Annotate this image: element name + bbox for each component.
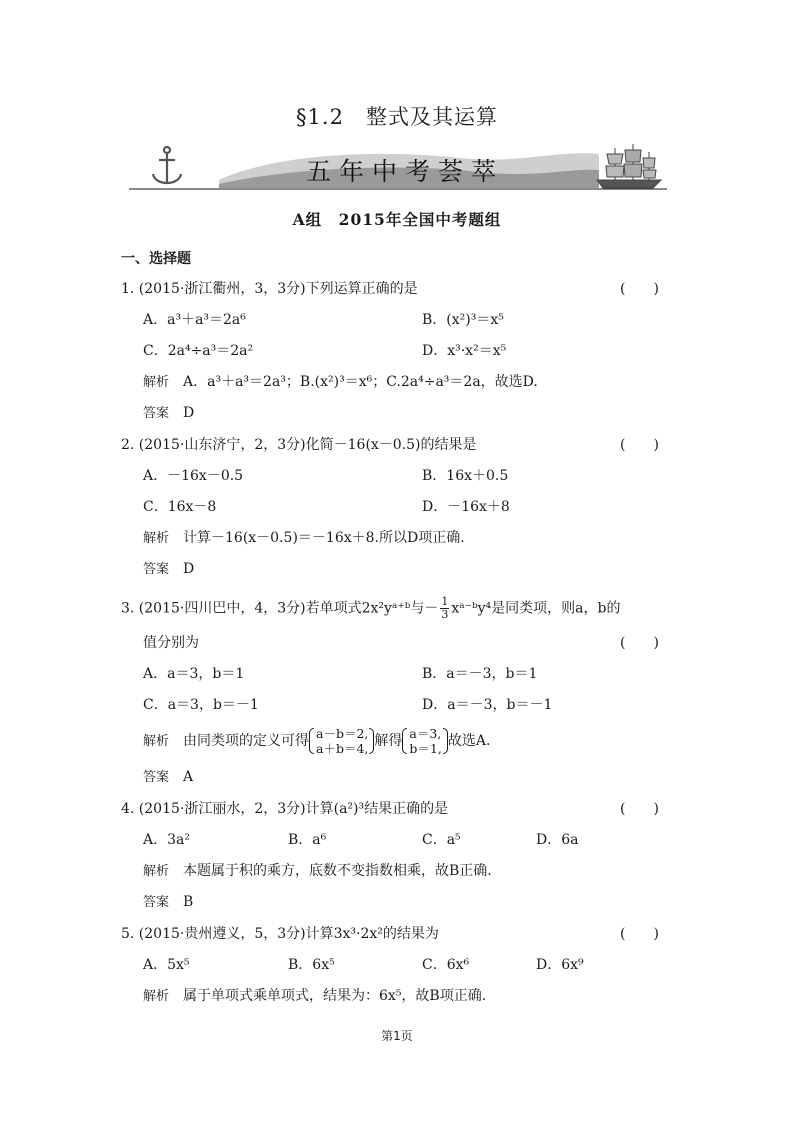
q4-option-b: B．a⁶ xyxy=(288,832,327,848)
q2-analysis-text: 计算－16(x－0.5)＝－16x＋8.所以D项正确. xyxy=(183,530,465,546)
q3-fraction-denominator: 3 xyxy=(441,608,449,621)
analysis-label: 解析 xyxy=(143,864,170,879)
q1-option-a: A．a³＋a³＝2a⁶ xyxy=(143,312,246,328)
q3-stem-line2: 值分别为 xyxy=(143,635,199,651)
q4-option-d: D．6a xyxy=(536,832,579,848)
q5-stem: 5. (2015·贵州遵义，5，3分)计算3x³·2x²的结果为 xyxy=(121,926,439,942)
q3-option-a: A．a＝3，b＝1 xyxy=(143,666,245,682)
q1-analysis-text: A．a³＋a³＝2a³；B.(x²)³＝x⁶；C.2a⁴÷a³＝2a，故选D. xyxy=(183,374,538,390)
q3-answer xyxy=(143,767,193,788)
q2-option-d: D．－16x＋8 xyxy=(422,499,510,515)
q1-option-b: B．(x²)³＝x⁵ xyxy=(422,312,504,328)
q3-solution-1: a＝3, xyxy=(409,726,442,741)
q1-stem: 1. (2015·浙江衢州，3，3分)下列运算正确的是 xyxy=(121,281,418,297)
q2-option-b: B．16x＋0.5 xyxy=(422,468,509,484)
header-banner xyxy=(129,144,667,192)
q3-equation-2: a＋b＝4, xyxy=(316,741,369,756)
section-heading: 一、选择题 xyxy=(121,251,191,267)
q5-analysis-text: 属于单项式乘单项式，结果为：6x⁵，故B项正确. xyxy=(183,988,487,1004)
answer-label: 答案 xyxy=(143,406,170,421)
q4-answer-value: B xyxy=(183,894,194,910)
q3-analysis-text2: 解得 xyxy=(374,733,403,749)
page-title: §1.2 整式及其运算 xyxy=(296,105,498,129)
q3-equation-system xyxy=(309,726,374,756)
q4-answer xyxy=(143,892,193,913)
q2-analysis xyxy=(143,528,465,549)
q4-analysis-text: 本题属于积的乘方，底数不变指数相乘，故B正确. xyxy=(183,863,492,879)
q3-stem-part2: xᵃ⁻ᵇy⁴是同类项，则a，b的 xyxy=(451,600,621,617)
q2-option-c: C．16x－8 xyxy=(143,499,217,515)
q1-option-d: D．x³·x²＝x⁵ xyxy=(422,343,507,359)
q1-option-c: C．2a⁴÷a³＝2a² xyxy=(143,343,254,359)
q3-solution-system xyxy=(402,726,447,756)
q4-stem: 4. (2015·浙江丽水，2，3分)计算(a²)³结果正确的是 xyxy=(121,801,449,817)
q5-analysis xyxy=(143,986,486,1007)
q2-option-a: A．－16x－0.5 xyxy=(143,468,244,484)
q4-option-a: A．3a² xyxy=(143,832,190,848)
analysis-label: 解析 xyxy=(143,989,170,1004)
q5-answer-bracket: ( ) xyxy=(620,926,659,942)
q5-option-a: A．5x⁵ xyxy=(143,957,190,973)
q5-option-b: B．6x⁵ xyxy=(288,957,335,973)
answer-label: 答案 xyxy=(143,895,170,910)
q3-analysis-text3: 故选A. xyxy=(447,733,491,749)
q3-option-d: D．a＝－3，b＝－1 xyxy=(422,697,553,713)
banner-title: 五年中考荟萃 xyxy=(305,157,504,186)
q3-solution-2: b＝1, xyxy=(409,741,442,756)
q3-stem xyxy=(121,596,620,621)
answer-label: 答案 xyxy=(143,562,170,577)
q4-analysis xyxy=(143,861,492,882)
q3-fraction-numerator: 1 xyxy=(441,595,449,608)
q3-fraction xyxy=(440,596,449,621)
q3-option-c: C．a＝3，b＝－1 xyxy=(143,697,259,713)
q3-option-b: B．a＝－3，b＝1 xyxy=(422,666,538,682)
q3-answer-value: A xyxy=(183,769,194,785)
q4-option-c: C．a⁵ xyxy=(422,832,461,848)
q3-equation-1: a－b＝2, xyxy=(316,726,369,741)
analysis-label: 解析 xyxy=(143,375,170,390)
q1-answer-bracket: ( ) xyxy=(620,281,659,297)
analysis-label: 解析 xyxy=(143,531,170,546)
q1-answer xyxy=(143,403,194,424)
q3-stem-part1: 3. (2015·四川巴中，4，3分)若单项式2x²yᵃ⁺ᵇ与－ xyxy=(121,600,439,617)
analysis-label: 解析 xyxy=(143,734,170,749)
q2-answer-value: D xyxy=(183,561,195,577)
answer-label: 答案 xyxy=(143,770,170,785)
q4-answer-bracket: ( ) xyxy=(620,801,659,817)
q3-analysis xyxy=(143,724,490,759)
group-heading: A组 2015年全国中考题组 xyxy=(292,210,502,229)
q3-answer-bracket: ( ) xyxy=(620,635,659,651)
q3-analysis-text1: 由同类项的定义可得 xyxy=(183,733,310,749)
q5-option-d: D．6x⁹ xyxy=(536,957,584,973)
page-number: 第1页 xyxy=(381,1029,413,1043)
q2-answer xyxy=(143,559,194,580)
q2-answer-bracket: ( ) xyxy=(620,437,659,453)
q5-option-c: C．6x⁶ xyxy=(422,957,470,973)
q2-stem: 2. (2015·山东济宁，2，3分)化简－16(x－0.5)的结果是 xyxy=(121,437,477,453)
q1-analysis xyxy=(143,372,538,393)
q1-answer-value: D xyxy=(183,405,195,421)
